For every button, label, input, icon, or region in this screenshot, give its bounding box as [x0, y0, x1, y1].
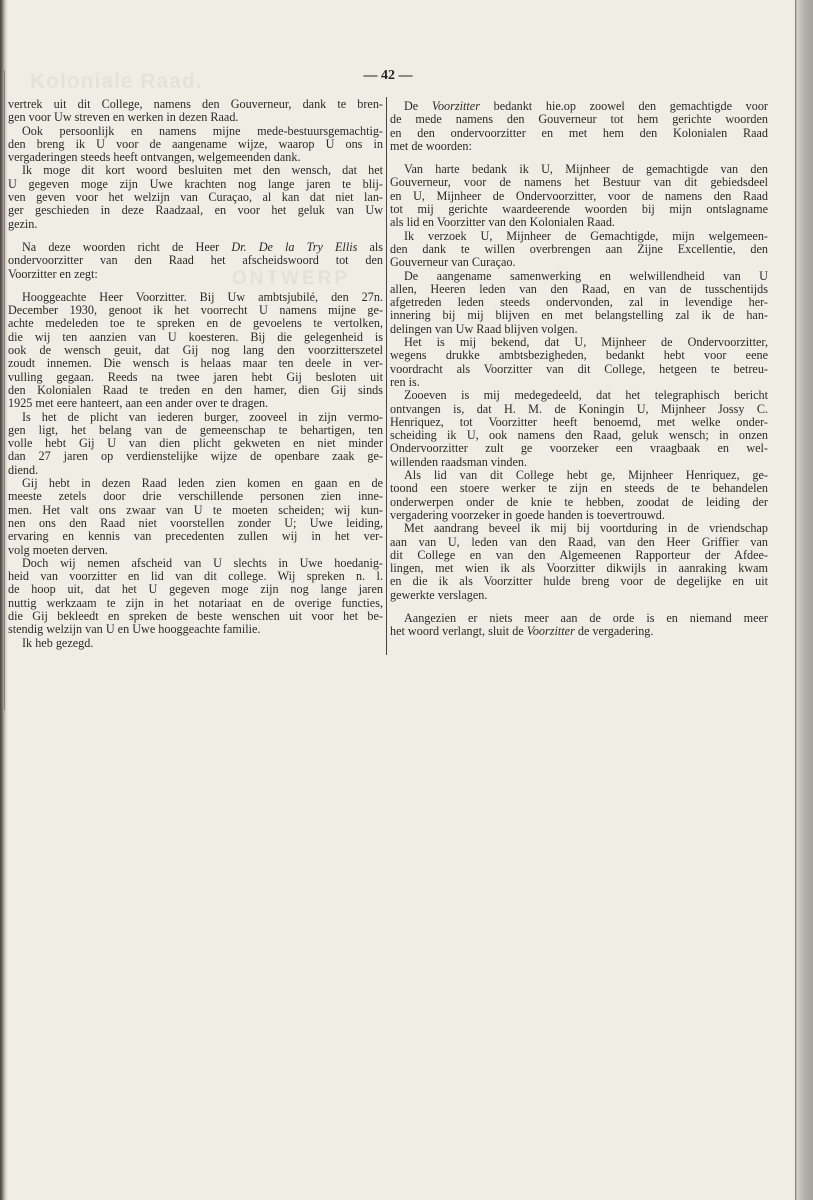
italic-text: Voorzitter: [431, 99, 480, 113]
text-section: [390, 163, 768, 602]
text-line: den Kolonialen Raad te treden en den hamer, dien Gij sinds: [8, 382, 383, 397]
line-segment: de vergadering.: [574, 624, 654, 639]
paragraph: [390, 612, 768, 639]
text-line: December 1930, genoot ik het voorrecht U namens mijne ge-: [8, 303, 383, 318]
text-line: [8, 241, 383, 254]
text-line: Henriquez, tot Voorzitter heeft benoemd, met welke onder-: [390, 414, 768, 429]
text-line: dit College en van den Algemeenen Rapporteur der Afdee-: [390, 547, 768, 562]
text-line: Is het de plicht van iederen burger, zooveel in zijn vermo-: [22, 409, 383, 424]
text-section: [8, 291, 383, 650]
text-line: heid van voorzitter en lid van dit college. Wij spreken n. l.: [8, 569, 383, 584]
text-line: aan van U, leden van den Raad, van den Heer Griffier van: [390, 534, 768, 549]
text-line: De aangename samenwerking en welwillendheid van U: [404, 268, 768, 283]
text-line: vertrek uit dit College, namens den Gouverneur, dank te bren-: [8, 97, 383, 111]
text-line: volg moeten derven.: [8, 542, 108, 557]
text-line: nen ons den Raad niet voorstellen zonder U; Uwe leiding,: [8, 515, 383, 530]
paragraph: [8, 557, 383, 637]
text-line: Zooeven is mij medegedeeld, dat het telegraphisch bericht: [404, 388, 768, 403]
text-line: Ik heb gezegd.: [22, 635, 94, 650]
text-line: de mede namens den Gouverneur tot hem gerichte woorden: [390, 112, 768, 127]
text-line: die Gij bekleedt en spreken de beste wenschen uit voor het be-: [8, 608, 383, 623]
text-line: ren is.: [390, 374, 420, 389]
paragraph: [390, 163, 768, 229]
text-line: den dank te willen overbrengen aan Zijne Excellentie, den: [390, 241, 768, 256]
right-column: [390, 100, 768, 639]
text-line: Voorzitter en zegt:: [8, 266, 98, 281]
text-line: meeste zetels door drie verschillende personen zien inne-: [8, 489, 383, 504]
text-line: onderwerpen onder de knie te hebben, zoodat de leiding der: [390, 494, 768, 509]
paragraph: [8, 125, 383, 165]
text-line: voordracht als Voorzitter van dit College, hetgeen te betreu-: [390, 361, 768, 376]
text-line: 1925 met eere hanteert, aan een ander over te dragen.: [8, 396, 269, 411]
paragraph: [8, 291, 383, 411]
text-line: ook de wensch geuit, dat Gij nog lang den voorzitterszetel: [8, 343, 383, 358]
line-segment: Na deze woorden richt de Heer: [22, 239, 232, 254]
text-line: gen ligt, het belang van de gemeenschap te behartigen, ten: [8, 422, 383, 437]
text-line: allen, Heeren leden van den Raad, en van de tusschentijds: [390, 281, 768, 296]
text-line: Aangezien er niets meer aan de orde is en niemand meer: [404, 610, 768, 625]
text-line: lingen, met wien ik als Voorzitter dikwijls in aanraking kwam: [390, 561, 768, 576]
paragraph: [8, 637, 383, 650]
paragraph: [8, 477, 383, 557]
text-line: Met aandrang beveel ik mij bij voortduring in de vriendschap: [404, 521, 768, 536]
text-line: de hoop uit, dat het U gegeven moge zijn nog lange jaren: [8, 582, 383, 597]
text-line: Ondervoorzitter zult ge voorzeker een vraagbaak en wel-: [390, 441, 768, 456]
column-divider: [386, 97, 387, 655]
text-line: Gouverneur, voor de namens het Bestuur van dit gebiedsdeel: [390, 175, 768, 190]
text-line: ondervoorzitter van den Raad het afscheidswoord tot den: [8, 253, 383, 268]
paragraph: [390, 469, 768, 522]
text-line: die wij ten aanzien van U koesteren. Bij die gelegenheid is: [8, 329, 383, 344]
text-line: gezin.: [8, 216, 38, 231]
text-line: achte medeleden toe te spreken en de gevoelens te vertolken,: [8, 316, 383, 331]
scan-right-edge: [795, 0, 813, 1200]
text-line: dan 27 jaren op verdienstelijke wijze de openbare zaak ge-: [8, 449, 383, 464]
text-line: [390, 625, 768, 638]
paragraph: [8, 241, 383, 281]
text-line: afgetreden leden steeds ondervonden, zal in levendige her-: [390, 295, 768, 310]
text-line: Het is mij bekend, dat U, Mijnheer de Ondervoorzitter,: [404, 335, 768, 350]
text-line: Hooggeachte Heer Voorzitter. Bij Uw ambtsjubilé, den 27n.: [22, 289, 383, 304]
text-line: vulling gegaan. Reeds na twee jaren hebt Gij besloten uit: [8, 369, 383, 384]
text-line: Ik moge dit kort woord besluiten met den wensch, dat het: [22, 163, 383, 178]
text-line: den breng ik U voor de aangename wijze, waarop U ons in: [8, 136, 383, 151]
text-line: stendig welzijn van U en Uwe hooggeachte familie.: [8, 622, 261, 637]
text-line: Ook persoonlijk en namens mijne mede-bestuursgemachtig-: [22, 123, 383, 138]
text-section: [390, 100, 768, 153]
text-line: toond een stoere werker te zijn en steeds de te behandelen: [390, 481, 768, 496]
line-segment: bedankt hie.op zoowel den gemachtigde voor: [479, 99, 768, 113]
show-through-title: Koloniale Raad.: [30, 70, 203, 93]
line-segment: De: [404, 99, 432, 113]
paragraph: [8, 164, 383, 230]
text-line: Als lid van dit College hebt ge, Mijnheer Henriquez, ge-: [404, 468, 768, 483]
text-line: met de woorden:: [390, 138, 472, 153]
text-line: vergadering voorzeker in goede handen is toevertrouwd.: [390, 507, 665, 522]
text-line: diend.: [8, 462, 39, 477]
italic-text: Voorzitter: [526, 624, 575, 639]
text-line: innering bij mij blijven en met belangstelling zal ik de han-: [390, 308, 768, 323]
text-line: Gij hebt in dezen Raad leden zien komen en gaan en de: [22, 476, 383, 491]
text-line: als lid en Voorzitter van den Kolonialen Raad.: [390, 215, 615, 230]
paragraph: [390, 230, 768, 270]
paragraph: [8, 98, 383, 125]
text-line: Gouverneur van Curaçao.: [390, 255, 516, 270]
text-section: [8, 98, 383, 231]
paragraph: [390, 389, 768, 469]
text-line: Van harte bedank ik U, Mijnheer de gemachtigde van den: [404, 162, 768, 177]
text-line: men. Het valt ons zwaar van U te moeten scheiden; wij kun-: [8, 502, 383, 517]
line-segment: als: [357, 239, 383, 254]
text-line: Ik verzoek U, Mijnheer de Gemachtigde, mijn welgemeen-: [404, 228, 768, 243]
text-line: ven geven voor het welzijn van Curaçao, al kan dat niet lan-: [8, 190, 383, 205]
paragraph: [390, 522, 768, 602]
text-line: ontvangen is, dat H. M. de Koningin U, Mijnheer Jossy C.: [390, 401, 768, 416]
text-line: volle hebt Gij U van dien plicht gekweten en niet minder: [8, 436, 383, 451]
text-line: U gegeven moge zijn Uwe krachten nog lange jaren te blij-: [8, 176, 383, 191]
text-line: gewerkte verslagen.: [390, 587, 488, 602]
italic-text: Dr. De la Try Ellis: [231, 239, 358, 254]
text-line: en den ondervoorzitter en met hem den Kolonialen Raad: [390, 125, 768, 140]
paragraph: [390, 270, 768, 336]
text-section: [390, 612, 768, 639]
text-section: [8, 241, 383, 281]
text-line: scheiding ik U, ook namens den Raad, geluk wensch; in onzen: [390, 428, 768, 443]
text-line: ger geschieden in deze Raadzaal, en voor het geluk van Uw: [8, 203, 383, 218]
binding-crease: [4, 70, 5, 710]
text-line: willenden raadsman vinden.: [390, 454, 528, 469]
text-line: vergaderingen steeds heeft ontvangen, welgemeenden dank.: [8, 150, 301, 165]
page-number: — 42 —: [363, 68, 413, 83]
text-line: Doch wij nemen afscheid van U slechts in Uwe hoedanig-: [22, 555, 383, 570]
text-line: ervaring en kennis van precedenten zullen wij in het ver-: [8, 529, 383, 544]
paragraph: [8, 411, 383, 477]
text-line: en U, Mijnheer de Ondervoorzitter, voor de namens den Raad: [390, 188, 768, 203]
line-segment: het woord verlangt, sluit de: [390, 624, 527, 639]
paragraph: [390, 100, 768, 153]
paragraph: [390, 336, 768, 389]
text-line: gen voor Uw streven en werken in dezen Raad.: [8, 110, 239, 125]
text-line: wegens drukke ambtsbezigheden, bedankt hebt voor eene: [390, 348, 768, 363]
text-line: zoudt innemen. Die wensch is helaas maar ten deele in ver-: [8, 356, 383, 371]
text-line: tot mij gerichte waardeerende woorden bij mijn ontslagname: [390, 202, 768, 217]
text-line: nuttig werkzaam te zijn in het notariaat en de overige functies,: [8, 595, 383, 610]
text-line: delingen van Uw Raad blijven volgen.: [390, 321, 578, 336]
left-column: [8, 98, 383, 650]
text-line: [390, 100, 768, 113]
show-through-stamp: ONTWERP: [232, 268, 351, 289]
text-line: en die ik als Voorzitter hulde breng voor de degelijke en uit: [390, 574, 768, 589]
